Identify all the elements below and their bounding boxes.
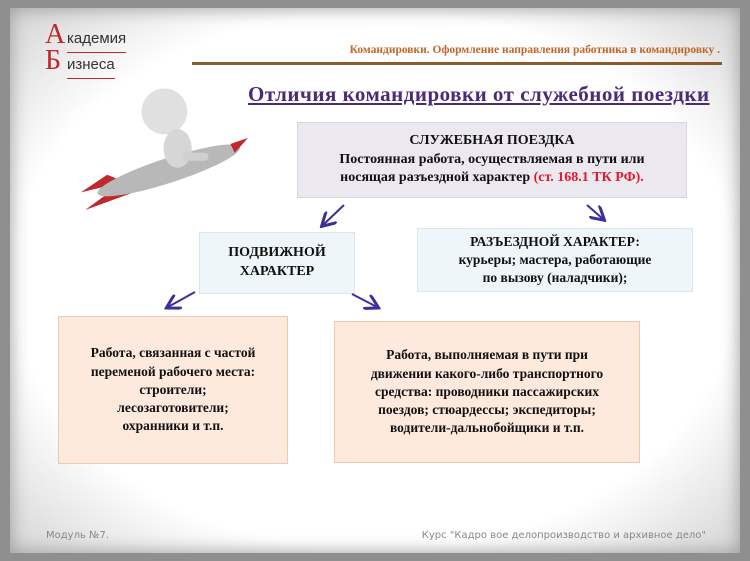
box-text: переменой рабочего места: bbox=[90, 363, 256, 379]
logo-word: кадемия bbox=[67, 26, 126, 53]
logo-word: изнеса bbox=[67, 52, 115, 79]
box-text: водители-дальнобойщики и т.п. bbox=[389, 420, 585, 436]
box-heading: ХАРАКТЕР bbox=[239, 264, 315, 279]
rocket-man-illustration bbox=[60, 78, 260, 210]
box-text-line bbox=[298, 169, 686, 188]
workplace-change-box bbox=[58, 316, 288, 464]
box-text: средства: проводники пассажирских bbox=[374, 383, 600, 399]
box-heading: СЛУЖЕБНАЯ ПОЕЗДКА bbox=[409, 132, 575, 148]
slide-header: Командировки. Оформление направления работника в командировку . bbox=[349, 44, 720, 56]
box-text: по вызову (наладчики); bbox=[482, 270, 628, 286]
box-text: Постоянная работа, осуществляемая в пути или bbox=[339, 151, 645, 167]
footer-course: Курс "Кадро вое делопроизводство и архивное дело" bbox=[421, 530, 706, 541]
business-trip-box bbox=[297, 122, 687, 198]
logo-row bbox=[45, 19, 155, 50]
box-text: Работа, связанная с частой bbox=[90, 345, 256, 361]
box-text: Работа, выполняемая в пути при bbox=[386, 347, 588, 363]
slide-title: Отличия командировки от служебной поездки bbox=[248, 82, 710, 106]
box-text: строители; bbox=[139, 381, 207, 397]
box-text: лесозаготовители; bbox=[117, 400, 229, 416]
logo bbox=[45, 19, 155, 76]
logo-letter: А bbox=[45, 19, 66, 50]
box-text: носящая разъездной характер bbox=[340, 170, 534, 186]
transport-work-box bbox=[334, 321, 640, 463]
logo-row bbox=[45, 45, 155, 76]
logo-letter: Б bbox=[45, 45, 62, 76]
traveling-nature-box bbox=[417, 228, 693, 292]
footer-module: Модуль №7. bbox=[46, 530, 109, 541]
header-divider bbox=[192, 62, 722, 65]
law-reference: (ст. 168.1 ТК РФ). bbox=[533, 170, 644, 186]
box-text: охранники и т.п. bbox=[122, 418, 224, 434]
box-text: поездов; стюардессы; экспедиторы; bbox=[378, 402, 596, 418]
box-text: движении какого-либо транспортного bbox=[370, 365, 604, 381]
box-heading: ПОДВИЖНОЙ bbox=[228, 245, 326, 261]
mobile-nature-box bbox=[199, 232, 355, 294]
box-text: курьеры; мастера, работающие bbox=[458, 251, 652, 267]
box-heading: РАЗЪЕЗДНОЙ ХАРАКТЕР: bbox=[470, 233, 640, 249]
